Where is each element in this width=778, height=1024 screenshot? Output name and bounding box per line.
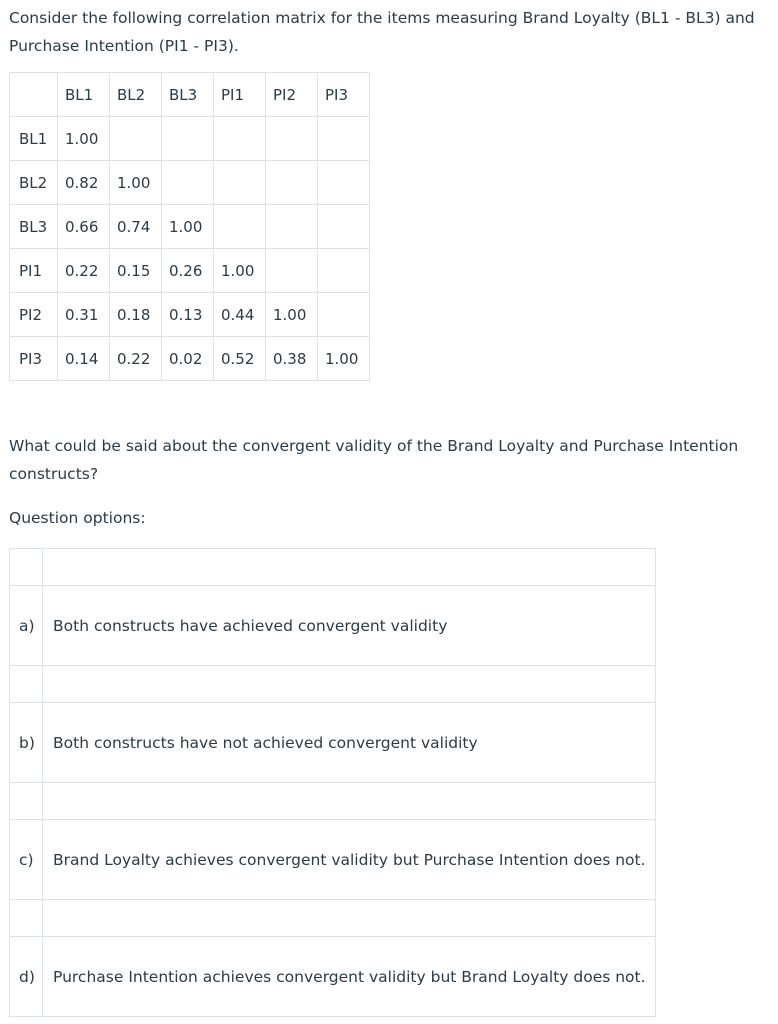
matrix-cell: 0.15 [110,249,162,293]
matrix-cell [214,205,266,249]
matrix-cell [214,161,266,205]
matrix-cell: 1.00 [266,293,318,337]
matrix-row-header: BL1 [10,117,58,161]
empty-cell [43,900,656,937]
matrix-cell [318,249,370,293]
option-letter: a) [10,586,43,666]
options-table [9,548,656,1017]
matrix-cell: 0.82 [58,161,110,205]
option-letter: d) [10,937,43,1017]
empty-cell [10,783,43,820]
matrix-cell: 0.02 [162,337,214,381]
matrix-cell: 0.22 [58,249,110,293]
empty-cell [10,549,43,586]
matrix-cell [266,205,318,249]
option-text[interactable]: Both constructs have achieved convergent validity [43,586,656,666]
matrix-cell: 1.00 [318,337,370,381]
matrix-cell [318,205,370,249]
matrix-cell: 0.38 [266,337,318,381]
matrix-row [10,337,370,381]
matrix-row-header: PI2 [10,293,58,337]
matrix-cell [110,117,162,161]
options-label: Question options: [9,509,146,527]
matrix-row [10,249,370,293]
matrix-row-header: BL2 [10,161,58,205]
empty-cell [10,666,43,703]
option-letter: c) [10,820,43,900]
matrix-col-header: BL3 [162,73,214,117]
correlation-matrix [9,72,370,381]
matrix-cell: 0.66 [58,205,110,249]
matrix-cell: 1.00 [58,117,110,161]
matrix-cell [266,117,318,161]
empty-cell [10,900,43,937]
option-text[interactable]: Brand Loyalty achieves convergent validity but Purchase Intention does not. [43,820,656,900]
option-letter: b) [10,703,43,783]
matrix-cell [266,249,318,293]
matrix-cell: 0.13 [162,293,214,337]
empty-cell [43,783,656,820]
matrix-cell: 1.00 [110,161,162,205]
matrix-row [10,205,370,249]
matrix-col-header: BL2 [110,73,162,117]
matrix-col-header: PI2 [266,73,318,117]
empty-cell [43,549,656,586]
question-text: What could be said about the convergent validity of the Brand Loyalty and Purchase Intention constructs? [9,437,739,483]
intro-text: Consider the following correlation matrix for the items measuring Brand Loyalty (BL1 - BL3) and Purchase Intention (PI1 - PI3). [9,9,755,55]
matrix-cell: 1.00 [214,249,266,293]
matrix-cell: 0.14 [58,337,110,381]
option-row-a[interactable] [10,586,656,666]
matrix-cell: 0.18 [110,293,162,337]
matrix-row-header: BL3 [10,205,58,249]
matrix-cell: 0.44 [214,293,266,337]
matrix-cell: 0.52 [214,337,266,381]
matrix-row [10,293,370,337]
option-row-d[interactable] [10,937,656,1017]
matrix-cell: 0.22 [110,337,162,381]
matrix-cell: 1.00 [162,205,214,249]
matrix-row [10,117,370,161]
matrix-corner-cell [10,73,58,117]
matrix-header-row [10,73,370,117]
matrix-col-header: PI3 [318,73,370,117]
matrix-row-header: PI3 [10,337,58,381]
matrix-cell [318,161,370,205]
matrix-cell [318,293,370,337]
option-text[interactable]: Both constructs have not achieved convergent validity [43,703,656,783]
matrix-cell [162,161,214,205]
options-spacer-row [10,900,656,937]
option-text[interactable]: Purchase Intention achieves convergent validity but Brand Loyalty does not. [43,937,656,1017]
matrix-cell [318,117,370,161]
matrix-col-header: PI1 [214,73,266,117]
matrix-cell [162,117,214,161]
options-spacer-row [10,783,656,820]
matrix-col-header: BL1 [58,73,110,117]
matrix-row-header: PI1 [10,249,58,293]
matrix-cell: 0.26 [162,249,214,293]
option-row-c[interactable] [10,820,656,900]
matrix-cell [214,117,266,161]
matrix-row [10,161,370,205]
options-spacer-row [10,549,656,586]
options-spacer-row [10,666,656,703]
matrix-cell [266,161,318,205]
option-row-b[interactable] [10,703,656,783]
empty-cell [43,666,656,703]
matrix-cell: 0.74 [110,205,162,249]
matrix-cell: 0.31 [58,293,110,337]
